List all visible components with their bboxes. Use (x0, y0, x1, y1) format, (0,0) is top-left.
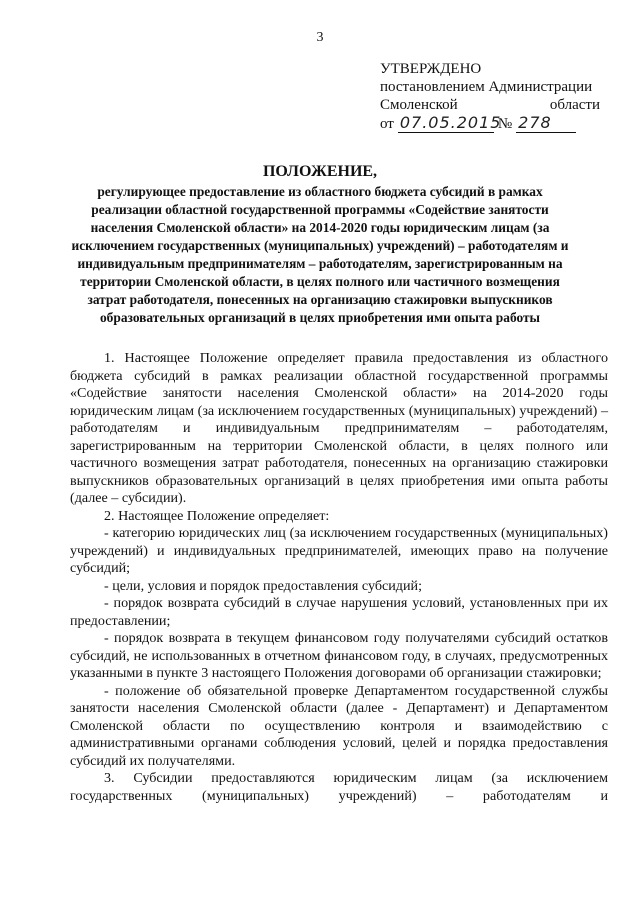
paragraph-2-item-1: - категорию юридических лиц (за исключением государственных (муниципальных) учреждений) и индивидуальных предпринимателей, имеющих право на получение субсидий; (70, 525, 608, 576)
paragraph-2-item-2: - цели, условия и порядок предоставления субсидий; (104, 577, 422, 594)
handwritten-number: 278 (516, 114, 576, 133)
paragraph-2-item-4: - порядок возврата в текущем финансовом году получателями субсидий остатков субсидий, не использованных в отчетном финансовом году, в случаях, предусмотренных указанными в пункте 3 настоящего Положения договорами об организации стажировки; (70, 630, 608, 681)
approval-line-2 (380, 96, 600, 114)
paragraph-2: 2. Настоящее Положение определяет: (104, 507, 330, 524)
approval-region-suffix: области (549, 97, 600, 113)
document-body (70, 350, 608, 805)
number-label: № (497, 116, 513, 132)
handwritten-date: 07.05.2015 (399, 113, 502, 132)
approval-region: Смоленской (380, 97, 458, 113)
approval-heading: УТВЕРЖДЕНО (380, 61, 482, 77)
document-title: ПОЛОЖЕНИЕ, (262, 163, 378, 180)
paragraph-2-item-3: - порядок возврата субсидий в случае нарушения условий, установленных при их предоставлении; (70, 595, 608, 629)
approval-line-1: постановлением Администрации (380, 79, 593, 95)
paragraph-3: 3. Субсидии предоставляются юридическим лицам (за исключением государственных (муниципальных) учреждений) – работодателям и (70, 770, 608, 804)
approval-date-line (380, 114, 600, 133)
document-subtitle: регулирующее предоставление из областного бюджета субсидий в рамках реализации областной государственной программы «Содействие занятости населения Смоленской области» на 2014-2020 годы юридическим лицам (за исключением государственных (муниципальных) учреждений) – работодателям и индивидуальным предпринимателям – работодателям, зарегистрированным на территории Смоленской области, в целях полного или частичного возмещения затрат работодателя, понесенных на организацию стажировки выпускников образовательных организаций в целях приобретения ими опыта работы (71, 184, 569, 325)
paragraph-1: 1. Настоящее Положение определяет правила предоставления из областного бюджета субсидий в рамках реализации областной государственной программы «Содействие занятости населения Смоленской области» на 2014-2020 годы юридическим лицам (за исключением государственных (муниципальных) учреждений) – работодателям и индивидуальным предпринимателям – работодателям, зарегистрированным на территории Смоленской области, в целях полного или частичного возмещения затрат работодателя, понесенных на организацию стажировки выпускников образовательных организаций в целях приобретения ими опыта работы (далее – субсидии). (70, 350, 608, 506)
approval-stamp (380, 60, 600, 133)
page-number: 3 (316, 30, 324, 45)
from-label: от (380, 116, 394, 132)
paragraph-2-item-5: - положение об обязательной проверке Департаментом государственной службы занятости населения Смоленской области (далее - Департамент) и Департаментом Смоленской области по осуществлению контроля и взаимодействию с административными органами соблюдения условий, целей и порядка предоставления субсидий их получателями. (70, 682, 608, 769)
